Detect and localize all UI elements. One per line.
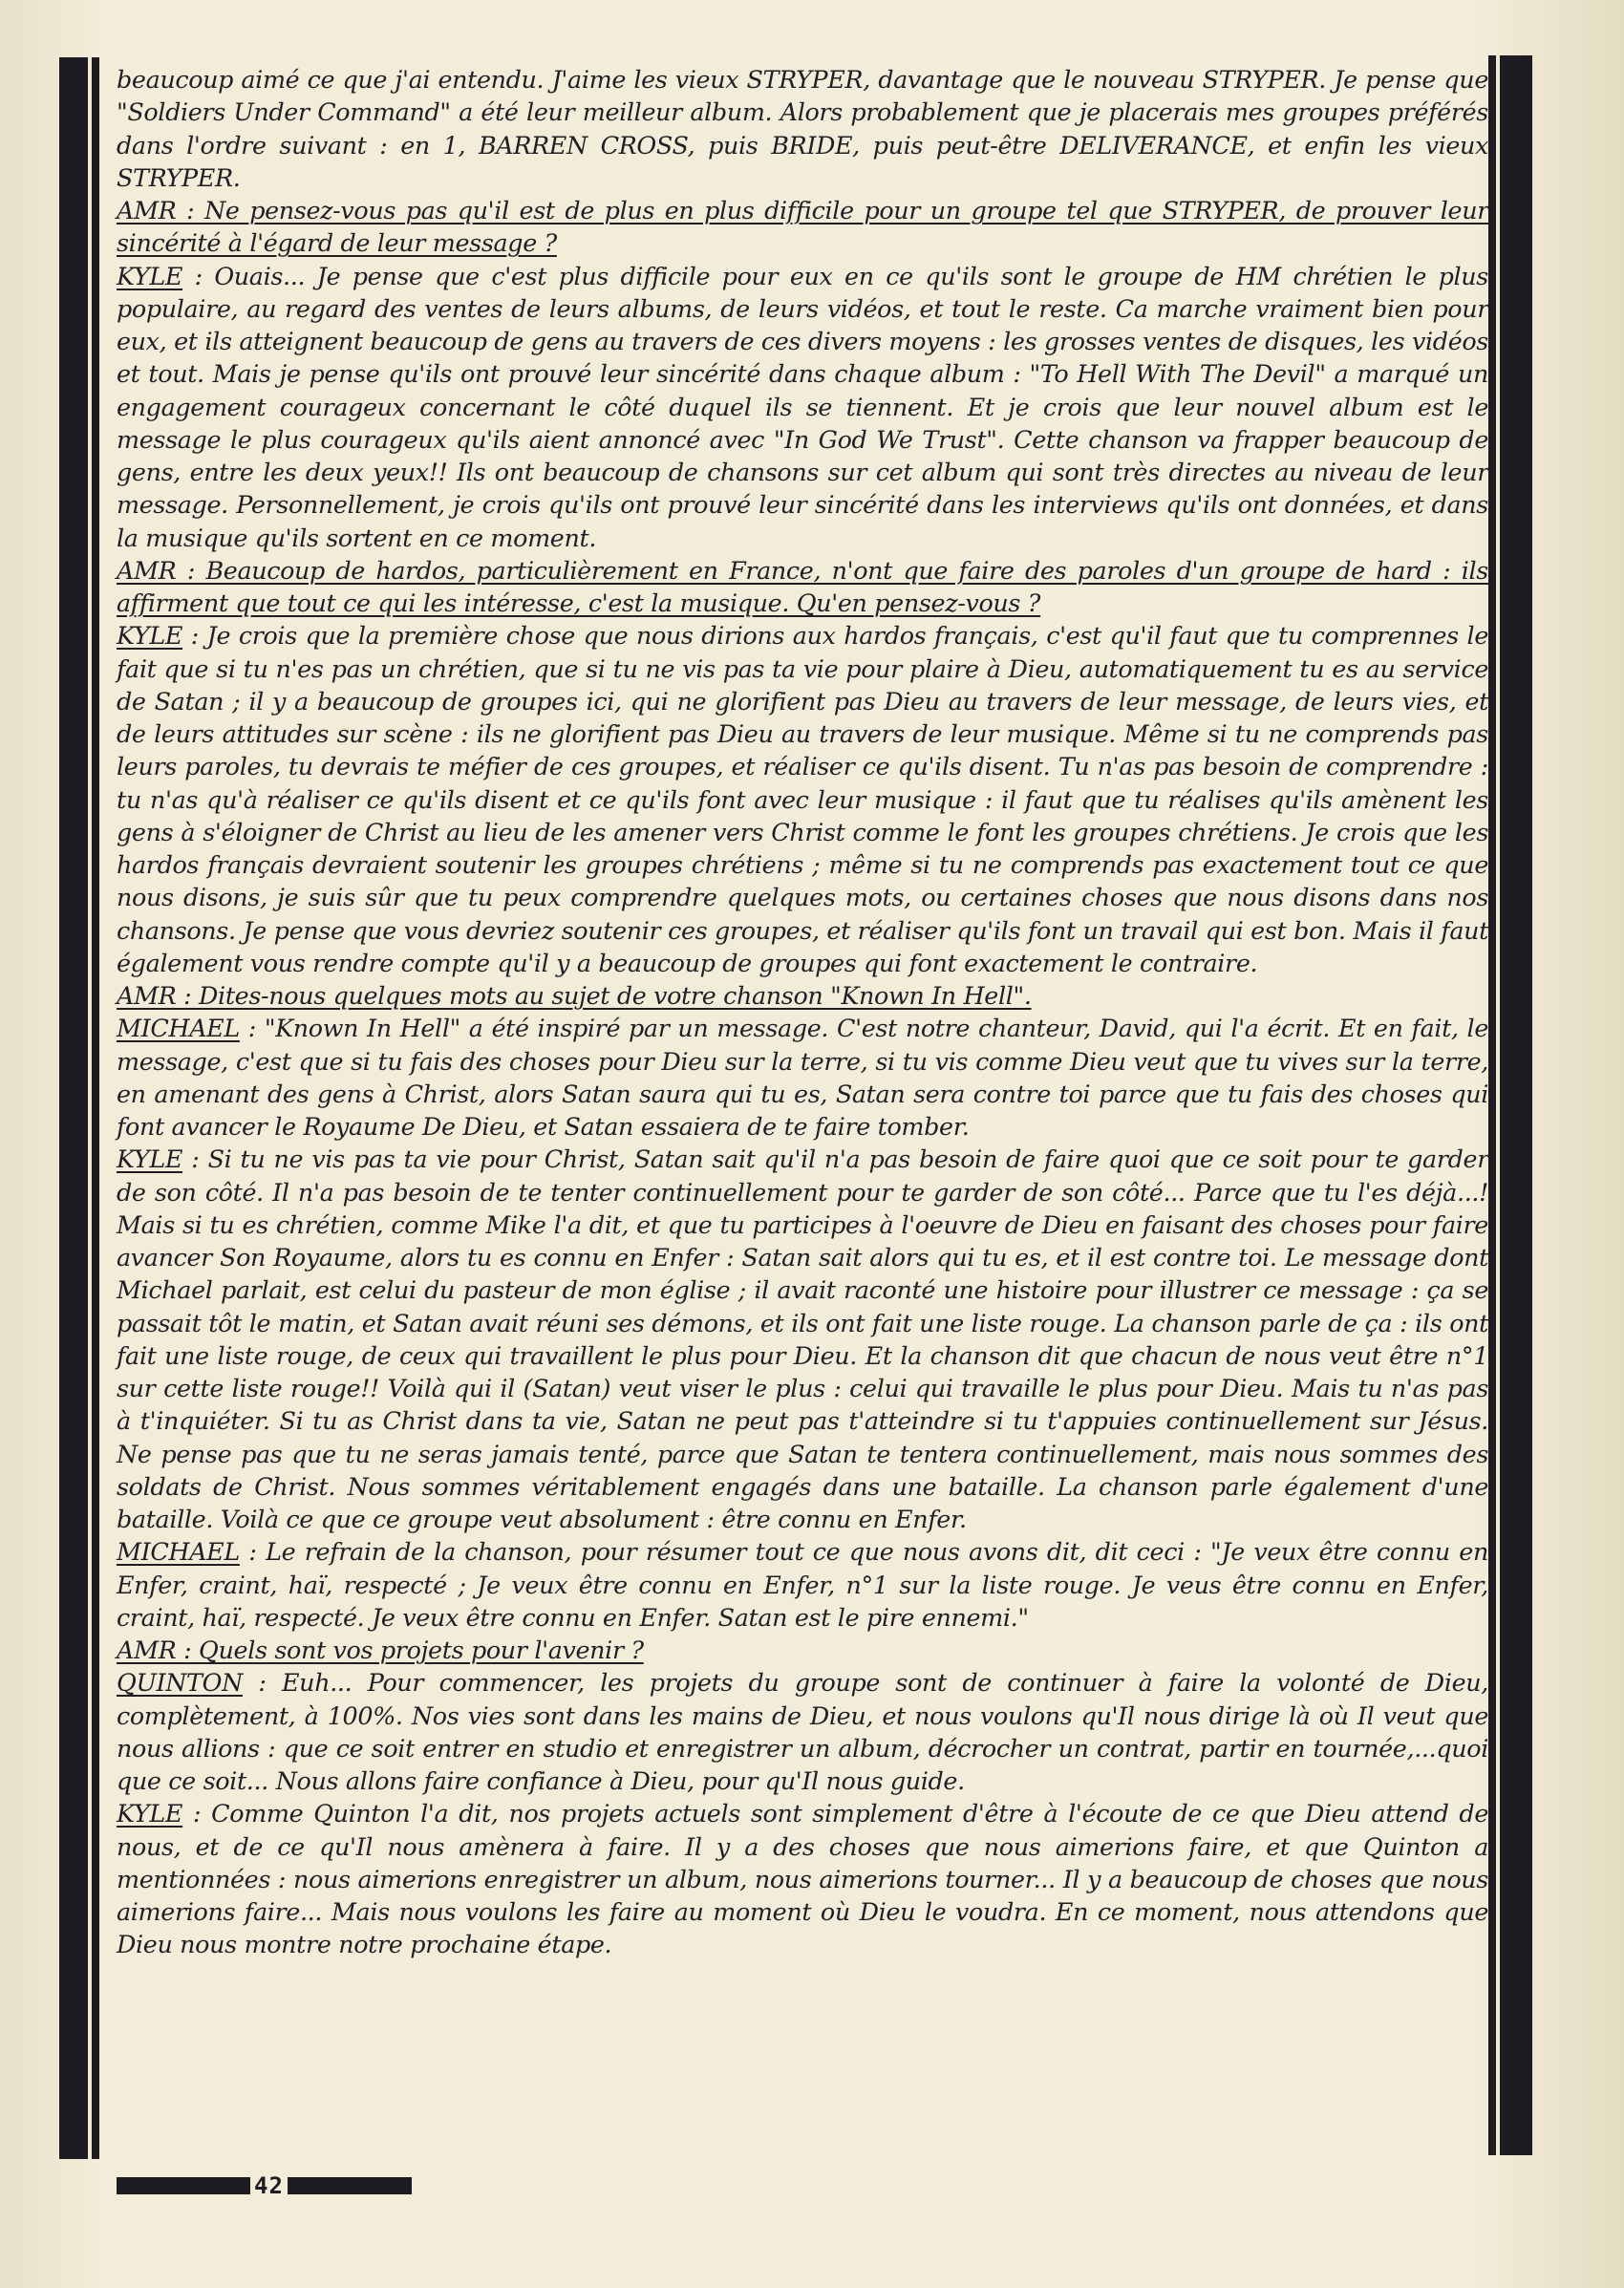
speaker-label: QUINTON	[117, 1668, 243, 1698]
paragraph	[117, 1797, 1488, 1960]
question: AMR : Dites-nous quelques mots au sujet de votre chanson "Known In Hell".	[117, 981, 1032, 1010]
left-margin-bar	[59, 57, 99, 2159]
paragraph	[117, 63, 1488, 194]
answer-text: : Comme Quinton l'a dit, nos projets actuels sont simplement d'être à l'écoute de ce que Dieu attend de nous, et de ce qu'Il nous amènera à faire. Il y a des choses que nous aimerions faire, et que Quinton a mentionnées : nous aimerions enregistrer un album, nous aimerions tourner... Il y a beaucoup de choses que nous aimerions faire... Mais nous voulons les faire au moment où Dieu le voudra. En ce moment, nous attendons que Dieu nous montre notre prochaine étape.	[117, 1799, 1488, 1959]
question: AMR : Ne pensez-vous pas qu'il est de plus en plus difficile pour un groupe tel que STRYPER, de prouver leur sincérité à l'égard de leur message ?	[117, 196, 1488, 258]
page-number: 42	[254, 2172, 284, 2199]
answer-text: : Ouais... Je pense que c'est plus difficile pour eux en ce qu'ils sont le groupe de HM chrétien le plus populaire, au regard des ventes de leurs albums, de leurs vidéos, et tout le reste. Ca marche vraiment bien pour eux, et ils atteignent beaucoup de gens au travers de ces divers moyens : les grosses ventes de disques, les vidéos et tout. Mais je pense qu'ils ont prouvé leur sincérité dans chaque album : "To Hell With The Devil" a marqué un engagement courageux concernant le côté duquel ils se tiennent. Et je crois que leur nouvel album est le message le plus courageux qu'ils aient annoncé avec "In God We Trust". Cette chanson va frapper beaucoup de gens, entre les deux yeux!! Ils ont beaucoup de chansons sur cet album qui sont très directes au niveau de leur message. Personnellement, je crois qu'ils ont prouvé leur sincérité dans les interviews qu'ils ont données, et dans la musique qu'ils sortent en ce moment.	[117, 261, 1488, 552]
paragraph	[117, 1012, 1488, 1143]
right-margin-bar	[1488, 55, 1532, 2155]
page-footer	[117, 2172, 412, 2199]
speaker-label: MICHAEL	[117, 1537, 240, 1567]
answer-text: : "Known In Hell" a été inspiré par un message. C'est notre chanteur, David, qui l'a écrit. Et en fait, le message, c'est que si tu fais des choses pour Dieu sur la terre, si tu vis comme Dieu veut que tu vives sur la terre, en amenant des gens à Christ, alors Satan saura qui tu es, Satan sera contre toi parce que tu fais des choses qui font avancer le Royaume De Dieu, et Satan essaiera de te faire tomber.	[117, 1014, 1488, 1141]
speaker-label: KYLE	[117, 1799, 183, 1828]
answer-text: : Le refrain de la chanson, pour résumer tout ce que nous avons dit, dit ceci : "Je veux être connu en Enfer, craint, haï, respecté ; Je veux être connu en Enfer, n°1 sur la liste rouge. Je veus être connu en Enfer, craint, haï, respecté. Je veux être connu en Enfer. Satan est le pire ennemi."	[117, 1537, 1488, 1632]
footer-bar-left	[117, 2177, 250, 2194]
paragraph	[117, 619, 1488, 979]
speaker-label: KYLE	[117, 261, 183, 290]
paragraph	[117, 1535, 1488, 1634]
answer-text: : Si tu ne vis pas ta vie pour Christ, Satan sait qu'il n'a pas besoin de faire quoi que ce soit pour te garder de son côté. Il n'a pas besoin de te tenter continuellement pour te garder de son côté... Parce que tu l'es déjà...! Mais si tu es chrétien, comme Mike l'a dit, et que tu participes à l'oeuvre de Dieu en faisant des choses pour faire avancer Son Royaume, alors tu es connu en Enfer : Satan sait alors qui tu es, et il est contre toi. Le message dont Michael parlait, est celui du pasteur de mon église ; il avait raconté une histoire pour illustrer ce message : ça se passait tôt le matin, et Satan avait réuni ses démons, et ils ont fait une liste rouge. La chanson parle de ça : ils ont fait une liste rouge, de ceux qui travaillent le plus pour Dieu. Et la chanson dit que chacun de nous veut être n°1 sur cette liste rouge!! Voilà qui il (Satan) veut viser le plus : celui qui travaille le plus pour Dieu. Mais tu n'as pas à t'inquiéter. Si tu as Christ dans ta vie, Satan ne peut pas t'atteindre si tu t'appuies continuellement sur Jésus. Ne pense pas que tu ne seras jamais tenté, parce que Satan te tentera continuellement, mais nous sommes des soldats de Christ. Nous sommes véritablement engagés dans une bataille. La chanson parle également d'une bataille. Voilà ce que ce groupe veut absolument : être connu en Enfer.	[117, 1144, 1488, 1533]
answer-text: : Je crois que la première chose que nous dirions aux hardos français, c'est qu'il faut que tu comprennes le fait que si tu n'es pas un chrétien, que si tu ne vis pas ta vie pour plaire à Dieu, automatiquement tu es au service de Satan ; il y a beaucoup de groupes ici, qui ne glorifient pas Dieu au travers de leur message, de leurs vies, et de leurs attitudes sur scène : ils ne glorifient pas Dieu au travers de leur musique. Même si tu ne comprends pas leurs paroles, tu devrais te méfier de ces groupes, et réaliser ce qu'ils disent. Tu n'as pas besoin de comprendre : tu n'as qu'à réaliser ce qu'ils disent et ce qu'ils font avec leur musique : il faut que tu réalises qu'ils amènent les gens à s'éloigner de Christ au lieu de les amener vers Christ comme le font les groupes chrétiens. Je crois que les hardos français devraient soutenir les groupes chrétiens ; même si tu ne comprends pas exactement tout ce que nous disons, je suis sûr que tu peux comprendre quelques mots, ou certaines choses que nous disons dans nos chansons. Je pense que vous devriez soutenir ces groupes, et réaliser qu'ils font un travail qui est bon. Mais il faut également vous rendre compte qu'il y a beaucoup de groupes qui font exactement le contraire.	[117, 621, 1488, 977]
answer-text: : Euh... Pour commencer, les projets du groupe sont de continuer à faire la volonté de Dieu, complètement, à 100%. Nos vies sont dans les mains de Dieu, et nous voulons qu'Il nous dirige là où Il veut que nous allions : que ce soit entrer en studio et enregistrer un album, décrocher un contrat, partir en tournée,...quoi que ce soit... Nous allons faire confiance à Dieu, pour qu'Il nous guide.	[117, 1668, 1488, 1795]
footer-bar-right	[288, 2177, 412, 2194]
speaker-label: KYLE	[117, 1144, 183, 1174]
speaker-label: KYLE	[117, 621, 183, 651]
speaker-label: MICHAEL	[117, 1014, 240, 1043]
interview-text	[117, 63, 1488, 1961]
question: AMR : Quels sont vos projets pour l'avenir ?	[117, 1636, 644, 1664]
answer-text: beaucoup aimé ce que j'ai entendu. J'aime les vieux STRYPER, davantage que le nouveau STRYPER. Je pense que "Soldiers Under Command" a été leur meilleur album. Alors probablement que je placerais mes groupes préférés dans l'ordre suivant : en 1, BARREN CROSS, puis BRIDE, puis peut-être DELIVERANCE, et enfin les vieux STRYPER.	[117, 65, 1488, 192]
paragraph	[117, 1666, 1488, 1797]
question: AMR : Beaucoup de hardos, particulièrement en France, n'ont que faire des paroles d'un groupe de hard : ils affirment que tout ce qui les intéresse, c'est la musique. Qu'en pensez-vous ?	[117, 555, 1488, 617]
paragraph	[117, 1143, 1488, 1535]
paragraph	[117, 260, 1488, 554]
